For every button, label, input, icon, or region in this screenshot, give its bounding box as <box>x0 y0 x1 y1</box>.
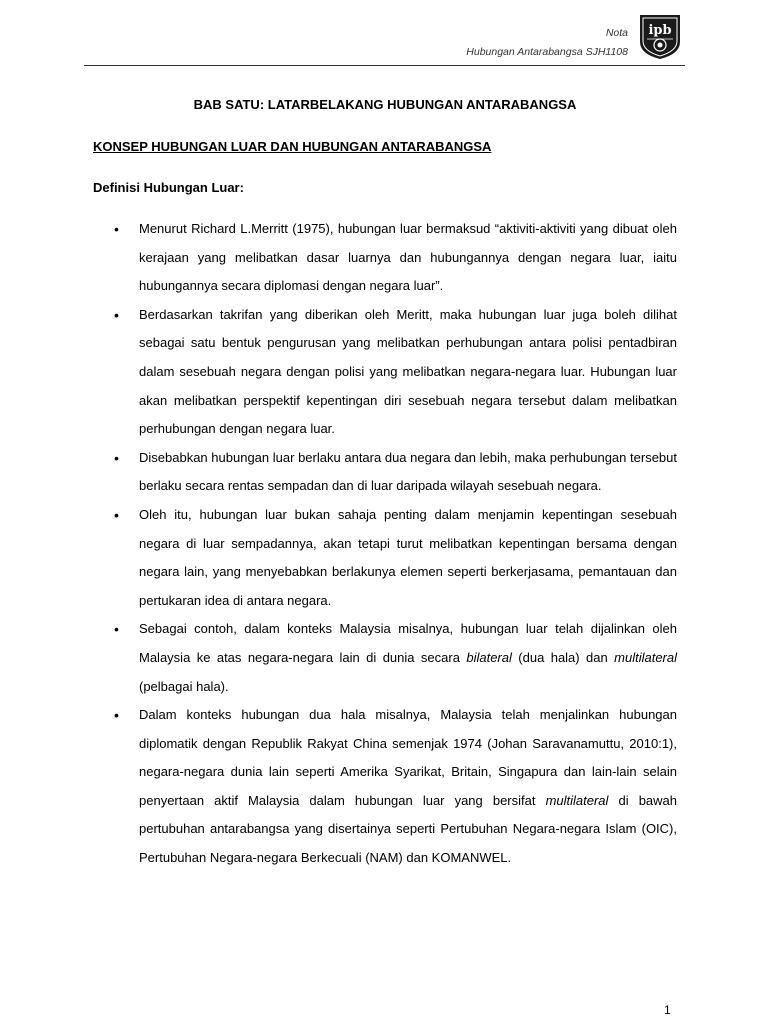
definition-title: Definisi Hubungan Luar: <box>93 180 244 195</box>
header-text <box>466 24 628 62</box>
point-text <box>139 701 677 873</box>
point-text: Berdasarkan takrifan yang diberikan oleh Meritt, maka hubungan luar juga boleh dilihat sebagai satu bentuk pengurusan yang melibatkan perhubungan antara polisi pentadbiran dalam sesebuah negara dengan polisi yang melibatkan negara-negara luar. Hubungan luar akan melibatkan perspektif kepentingan diri sesebuah negara tersebut dalam melibatkan perhubungan dengan negara luar. <box>139 306 677 437</box>
point-text-segment: Dalam konteks hubungan dua hala misalnya, Malaysia telah menjalinkan hubungan diplomatik dengan Republik Rakyat China semenjak 1974 (Johan Saravanamuttu, 2010:1), negara-negara dunia lain seperti Amerika Syarikat, Britain, Singapura dan lain-lain selain penyertaan aktif Malaysia dalam hubungan luar yang bersifat <box>139 707 677 808</box>
header-rule <box>84 65 685 66</box>
list-item <box>93 615 677 701</box>
italic-term: bilateral <box>466 649 512 665</box>
points-list <box>93 215 677 873</box>
point-text-segment: (pelbagai hala). <box>139 678 229 694</box>
point-text: Menurut Richard L.Merritt (1975), hubungan luar bermaksud “aktiviti-aktiviti yang dibuat oleh kerajaan yang melibatkan dasar luarnya dan hubungannya dengan negara luar, iaitu hubungannya secara diplomasi dengan negara luar”. <box>139 221 677 294</box>
list-item <box>93 301 677 444</box>
section-title: KONSEP HUBUNGAN LUAR DAN HUBUNGAN ANTARABANGSA <box>93 139 492 154</box>
list-item <box>93 215 677 301</box>
chapter-title: BAB SATU: LATARBELAKANG HUBUNGAN ANTARABANGSA <box>193 97 577 112</box>
logo-lettering: ipb <box>648 23 672 38</box>
bullet-icon: • <box>114 306 119 323</box>
header-course-label: Hubungan Antarabangsa SJH1108 <box>466 46 628 58</box>
list-item <box>93 444 677 501</box>
page-header <box>0 0 768 70</box>
point-text-segment: (dua hala) dan <box>511 649 615 665</box>
page-number: 1 <box>664 1003 671 1017</box>
point-text-segment: di bawah pertubuhan antarabangsa yang disertainya seperti Pertubuhan Negara-negara Islam (OIC), Pertubuhan Negara-negara Berkecuali (NAM) dan KOMANWEL. <box>139 792 678 866</box>
bullet-icon: • <box>114 221 119 237</box>
institution-logo-icon <box>637 12 683 60</box>
header-note-label: Nota <box>605 27 628 39</box>
bullet-icon: • <box>114 621 119 638</box>
bullet-icon: • <box>114 506 119 523</box>
point-text: Disebabkan hubungan luar berlaku antara dua negara dan lebih, maka perhubungan tersebut berlaku secara rentas sempadan dan di luar daripada wilayah sesebuah negara. <box>139 449 677 494</box>
list-item <box>93 501 677 615</box>
document-body <box>93 90 677 873</box>
bullet-icon: • <box>114 449 119 466</box>
point-text-segment: Sebagai contoh, dalam konteks Malaysia misalnya, hubungan luar telah dijalinkan oleh Malaysia ke atas negara-negara lain di dunia secara <box>139 621 677 665</box>
italic-term: multilateral <box>614 649 677 665</box>
italic-term: multilateral <box>545 792 609 808</box>
list-item <box>93 701 677 873</box>
point-text: Oleh itu, hubungan luar bukan sahaja penting dalam menjamin kepentingan sesebuah negara di luar sempadannya, akan tetapi turut melibatkan kepentingan bersama dengan negara lain, yang menyebabkan berlakunya elemen seperti berkerjasama, pemantauan dan pertukaran idea di antara negara. <box>139 506 677 608</box>
point-text <box>139 615 677 701</box>
bullet-icon: • <box>114 707 119 724</box>
